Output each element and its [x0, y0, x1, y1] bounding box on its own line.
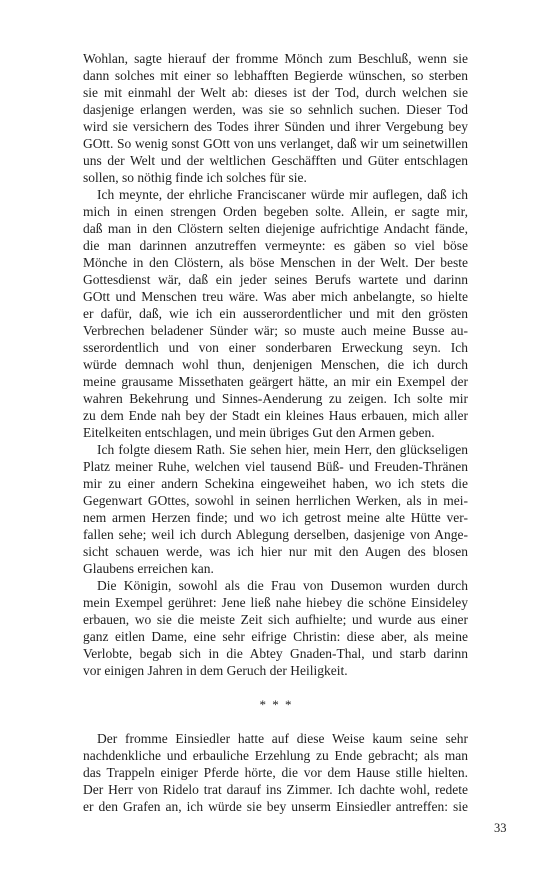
text-line: fallen sehe; weil ich durch Ablegung derselben, dasjenige von Ange- [83, 527, 468, 542]
text-line: uns der Welt und der weltlichen Geschäfften und Güter entschlagen [83, 153, 468, 168]
text-line: mein Exempel gerühret: Jene ließ nahe hiebey die schöne Einsideley [83, 595, 468, 610]
text-line: Verbrechen beladener Sünder wär; so muste auch meine Busse au- [83, 323, 468, 338]
text-line: sicht schauen werde, was ich hier nur mit den Augen des blosen [83, 544, 468, 559]
body-text [83, 50, 468, 815]
text-line: Wohlan, sagte hierauf der fromme Mönch zum Beschluß, wenn sie [83, 51, 468, 66]
text-line: Mönche in den Clöstern, als böse Menschen in der Welt. Der beste [83, 255, 468, 270]
text-line: sie mit einmahl der Welt ab: dieses ist der Tod, durch welchen sie [83, 85, 468, 100]
text-line: vor einigen Jahren in dem Geruch der Heiligkeit. [83, 663, 348, 678]
text-line: würde demnach wohl thun, denjenigen Menschen, die ich durch [83, 357, 468, 372]
paragraph [83, 50, 468, 186]
text-line: Der Herr von Ridelo trat darauf ins Zimmer. Ich dachte wohl, redete [83, 782, 468, 797]
text-line: wird sie versichern des Todes ihrer Sünden und ihrer Vergebung bey [83, 119, 468, 134]
text-line: GOtt. So wenig sonst GOtt von uns verlanget, daß wir um seinetwillen [83, 136, 468, 151]
text-line: Ich folgte diesem Rath. Sie sehen hier, mein Herr, den glückseligen [97, 442, 468, 457]
page-number: 33 [494, 821, 507, 835]
text-line: dann solches mit einer so lebhafften Begierde wünschen, so sterben [83, 68, 468, 83]
text-line: erbauen, wo sie die meiste Zeit sich aufhielte; und wurde aus einer [83, 612, 468, 627]
text-line: nem armen Herzen finde; und wo ich getrost meine alte Hütte ver- [83, 510, 468, 525]
text-line: ganz eitlen Dame, eine sehr eifrige Christin: diese aber, als meine [83, 629, 468, 644]
text-line: Gegenwart GOttes, sowohl in seinen herrlichen Werken, als in mei- [83, 493, 468, 508]
paragraph [83, 730, 468, 815]
paragraph [83, 441, 468, 577]
text-line: meine grausame Missethaten geärgert hätte, an mir ein Exempel der [83, 374, 468, 389]
text-line: Der fromme Einsiedler hatte auf diese Weise kaum seine sehr [97, 731, 468, 746]
text-line: Platz meiner Ruhe, welchen viel tausend Büß- und Freuden-Thränen [83, 459, 468, 474]
section-break: * * * [259, 697, 292, 712]
text-line: wahren Bekehrung und Sinnes-Aenderung zu zeigen. Ich solte mir [83, 391, 468, 406]
text-line: das Trappeln einiger Pferde hörte, die vor dem Hause stille hielten. [83, 765, 468, 780]
text-line: Gottesdienst wär, daß ein jeder seines Berufs wartete und darinn [83, 272, 468, 287]
text-line: GOtt und Menschen treu wäre. Was aber mich anbelangte, so hielte [83, 289, 468, 304]
text-line: zu dem Ende nah bey der Stadt ein kleines Haus erbauen, mich aller [83, 408, 468, 423]
text-line: dasjenige erlangen werden, was sie so sehnlich suchen. Dieser Tod [83, 102, 468, 117]
text-line: Verlobte, begab sich in die Abtey Gnaden-Thal, und starb darinn [83, 646, 468, 661]
paragraph [83, 577, 468, 679]
text-line: Ich meynte, der ehrliche Franciscaner würde mir auflegen, daß ich [97, 187, 468, 202]
text-line: er dafür, daß, wie ich ein ausserordentlicher und mit den grösten [83, 306, 468, 321]
text-line: mir zu einer andern Schekina eingeweihet haben, wo ich stets die [83, 476, 468, 491]
text-line: Die Königin, sowohl als die Frau von Dusemon wurden durch [97, 578, 468, 593]
text-line: die man darinnen anzutreffen vermeynte: es gäben so viel böse [83, 238, 468, 253]
text-line: sollen, so nöthig finde ich solches für sie. [83, 170, 307, 185]
text-line: daß man in den Clöstern selten diejenige aufrichtige Andacht fände, [83, 221, 468, 236]
text-line: mich in einen strengen Orden begeben solte. Allein, er sagte mir, [83, 204, 468, 219]
text-line: Eitelkeiten entschlagen, und mein übriges Gut den Armen geben. [83, 425, 435, 440]
text-line: Glaubens erreichen kan. [83, 561, 214, 576]
text-line: sserordentlich und von einer sonderbaren Erweckung seyn. Ich [83, 340, 468, 355]
text-line: er den Grafen an, ich würde sie bey unserm Einsiedler antreffen: sie [83, 799, 468, 814]
paragraph [83, 186, 468, 441]
text-line: nachdenkliche und erbauliche Erzehlung zu Ende gebracht; als man [83, 748, 468, 763]
